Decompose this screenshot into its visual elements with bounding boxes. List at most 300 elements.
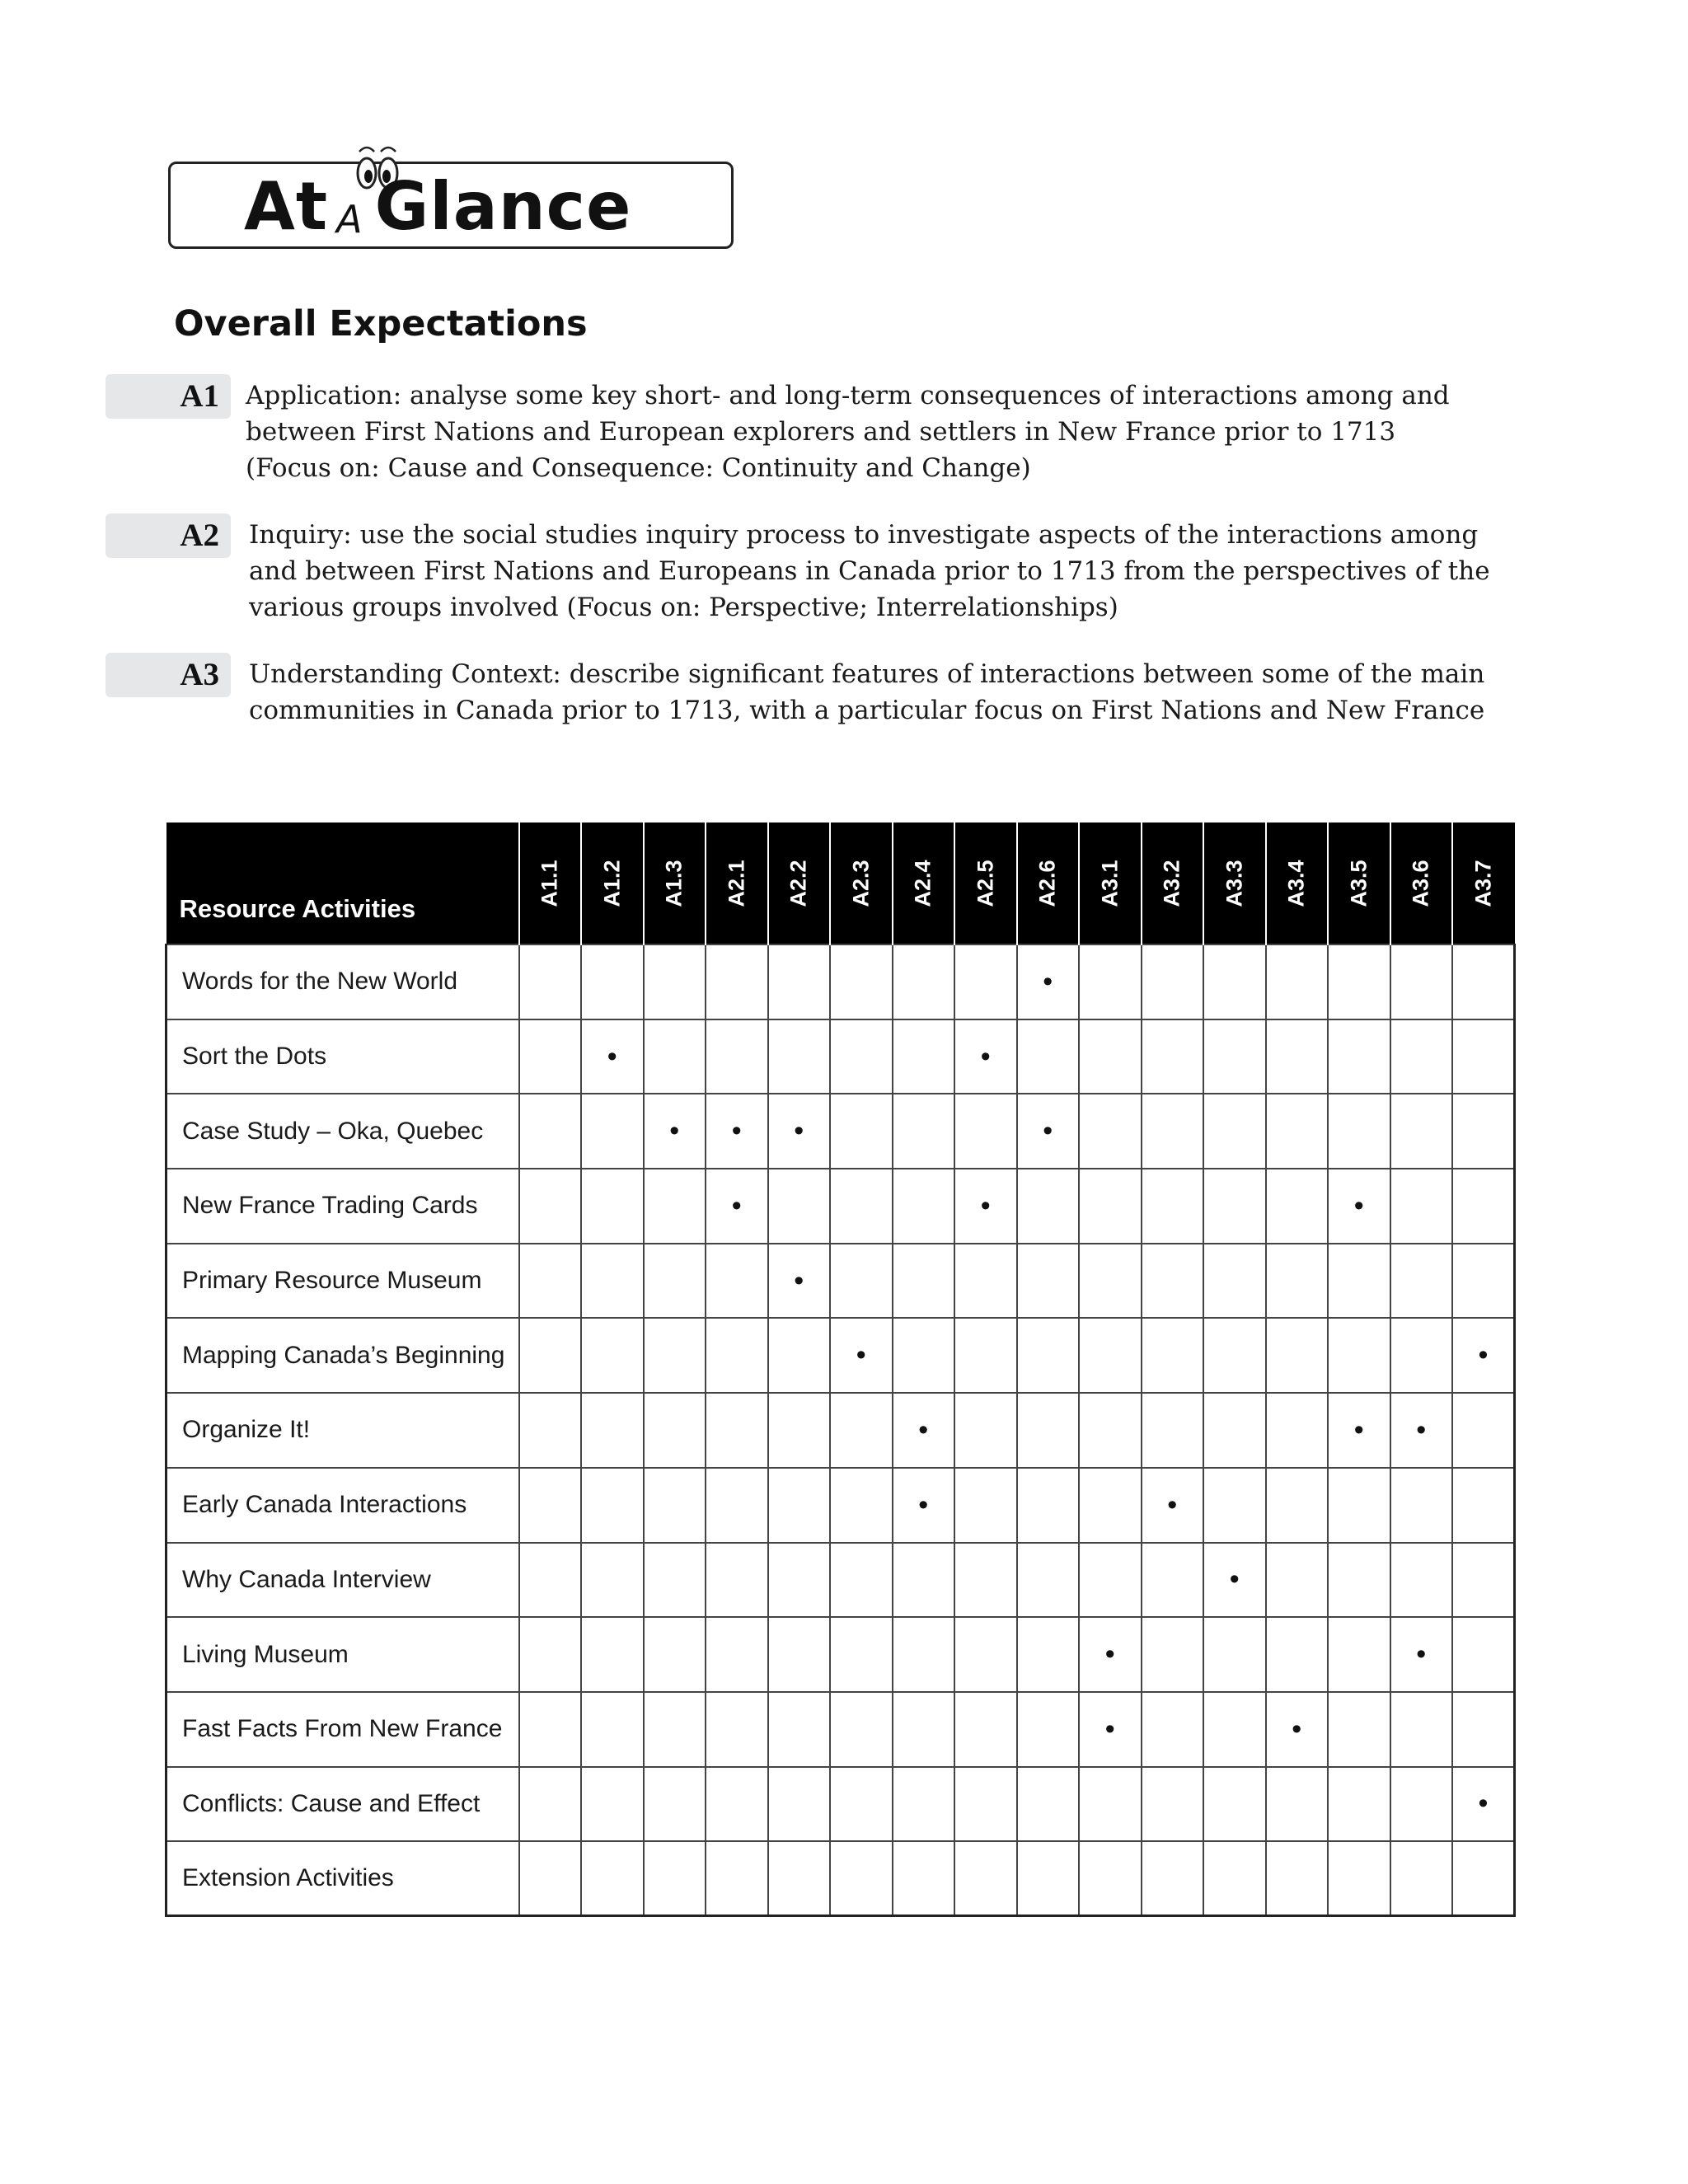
mark-cell — [954, 1393, 1017, 1468]
mark-cell — [954, 1767, 1017, 1842]
mark-cell — [1390, 944, 1453, 1019]
bullet-mark-icon: • — [918, 1413, 929, 1446]
column-header-a3-6 — [1390, 823, 1453, 944]
mark-cell — [1142, 1244, 1204, 1319]
expectation-code: A1 — [180, 378, 219, 414]
mark-cell — [1079, 1393, 1142, 1468]
mark-cell — [1079, 1244, 1142, 1319]
mark-cell — [581, 1692, 644, 1767]
bullet-mark-icon: • — [669, 1115, 680, 1147]
mark-cell — [1017, 1019, 1080, 1094]
mark-cell — [1390, 1019, 1453, 1094]
mark-cell — [1452, 1094, 1515, 1169]
mark-cell — [644, 1543, 706, 1618]
column-header-a1-3 — [644, 823, 706, 944]
mark-cell — [1142, 1543, 1204, 1618]
mark-cell — [768, 1318, 831, 1393]
column-header-a2-5 — [954, 823, 1017, 944]
mark-cell — [1452, 1169, 1515, 1244]
title-glance: Glance — [374, 168, 632, 245]
mark-cell — [519, 1169, 582, 1244]
mark-cell — [830, 1841, 893, 1916]
expectation-line: between First Nations and European explorers and settlers in New France prior to 1713 — [246, 417, 1396, 447]
mark-cell — [1017, 1244, 1080, 1319]
mark-cell — [893, 1169, 955, 1244]
bullet-mark-icon: • — [1416, 1638, 1427, 1671]
column-header-a3-3 — [1203, 823, 1266, 944]
bullet-mark-icon: • — [980, 1040, 991, 1072]
column-header-a3-2 — [1142, 823, 1204, 944]
column-header-a3-5 — [1328, 823, 1390, 944]
column-header-label: A3.1 — [1097, 859, 1123, 907]
mark-cell — [1328, 944, 1390, 1019]
mark-cell — [1017, 1767, 1080, 1842]
mark-cell — [519, 1318, 582, 1393]
mark-cell — [1452, 944, 1515, 1019]
table-row — [166, 1244, 1515, 1319]
mark-cell — [1203, 1244, 1266, 1319]
bullet-mark-icon: • — [1353, 1189, 1364, 1221]
title-at: At — [244, 168, 329, 245]
mark-cell — [644, 1617, 706, 1692]
mark-cell — [519, 1767, 582, 1842]
mark-cell — [581, 1318, 644, 1393]
mark-cell — [581, 1617, 644, 1692]
mark-cell — [768, 1692, 831, 1767]
expectation-code: A2 — [180, 518, 219, 553]
column-header-label: A2.2 — [785, 859, 811, 907]
mark-cell — [1266, 1393, 1329, 1468]
mark-cell — [581, 1468, 644, 1543]
table-row — [166, 1393, 1515, 1468]
mark-cell — [644, 1841, 706, 1916]
mark-cell — [1266, 1468, 1329, 1543]
activity-name: Primary Resource Museum — [166, 1244, 519, 1319]
column-header-label: A2.6 — [1034, 859, 1060, 907]
mark-cell — [1203, 1393, 1266, 1468]
mark-cell — [768, 1617, 831, 1692]
mark-cell — [1328, 1468, 1390, 1543]
bullet-mark-icon: • — [856, 1339, 866, 1371]
mark-cell — [1203, 944, 1266, 1019]
mark-cell — [830, 1767, 893, 1842]
bullet-mark-icon: • — [1353, 1413, 1364, 1446]
mark-cell — [1079, 1841, 1142, 1916]
mark-cell — [644, 1767, 706, 1842]
column-header-label: A1.2 — [599, 859, 625, 907]
mark-cell — [644, 1692, 706, 1767]
mark-cell — [1390, 1169, 1453, 1244]
mark-cell — [1142, 944, 1204, 1019]
mark-cell — [706, 1543, 768, 1618]
resource-activities-header: Resource Activities — [166, 823, 519, 944]
activity-name: New France Trading Cards — [166, 1169, 519, 1244]
bullet-mark-icon: • — [607, 1040, 617, 1072]
expectation-text — [249, 656, 1584, 729]
mark-cell — [1390, 1244, 1453, 1319]
mark-cell — [706, 1767, 768, 1842]
column-header-a3-4 — [1266, 823, 1329, 944]
mark-cell — [830, 1244, 893, 1319]
mark-cell — [519, 1244, 582, 1319]
mark-cell — [768, 1169, 831, 1244]
mark-cell — [644, 944, 706, 1019]
activity-name: Early Canada Interactions — [166, 1468, 519, 1543]
expectation-text — [246, 377, 1581, 486]
mark-cell-checked — [581, 1019, 644, 1094]
mark-cell — [830, 1169, 893, 1244]
column-header-a2-3 — [830, 823, 893, 944]
mark-cell — [830, 1393, 893, 1468]
mark-cell — [1203, 1692, 1266, 1767]
mark-cell — [1017, 1543, 1080, 1618]
mark-cell — [644, 1169, 706, 1244]
column-header-label: A3.3 — [1221, 859, 1247, 907]
mark-cell — [954, 1468, 1017, 1543]
column-header-a2-1 — [706, 823, 768, 944]
table-row — [166, 1841, 1515, 1916]
column-header-label: A1.1 — [537, 859, 562, 907]
column-header-label: A3.5 — [1346, 859, 1372, 907]
mark-cell — [706, 1244, 768, 1319]
mark-cell-checked — [1142, 1468, 1204, 1543]
mark-cell — [706, 1393, 768, 1468]
mark-cell — [830, 944, 893, 1019]
mark-cell — [519, 1543, 582, 1618]
bullet-mark-icon: • — [1043, 1115, 1053, 1147]
mark-cell — [1017, 1617, 1080, 1692]
mark-cell — [1142, 1318, 1204, 1393]
mark-cell — [1452, 1617, 1515, 1692]
column-header-a3-1 — [1079, 823, 1142, 944]
mark-cell — [1328, 1692, 1390, 1767]
mark-cell-checked — [1328, 1393, 1390, 1468]
bullet-mark-icon: • — [1229, 1563, 1240, 1596]
mark-cell — [1266, 1094, 1329, 1169]
activity-name: Extension Activities — [166, 1841, 519, 1916]
mark-cell — [954, 1543, 1017, 1618]
mark-cell — [1079, 1318, 1142, 1393]
mark-cell — [830, 1094, 893, 1169]
mark-cell — [1390, 1468, 1453, 1543]
mark-cell — [1203, 1169, 1266, 1244]
mark-cell — [1390, 1318, 1453, 1393]
mark-cell — [893, 1767, 955, 1842]
mark-cell-checked — [1017, 1094, 1080, 1169]
mark-cell-checked — [1203, 1543, 1266, 1618]
mark-cell — [1452, 1244, 1515, 1319]
mark-cell-checked — [644, 1094, 706, 1169]
mark-cell — [1142, 1393, 1204, 1468]
mark-cell — [644, 1393, 706, 1468]
mark-cell — [1142, 1841, 1204, 1916]
mark-cell — [1203, 1841, 1266, 1916]
mark-cell — [830, 1692, 893, 1767]
column-header-a2-6 — [1017, 823, 1080, 944]
bullet-mark-icon: • — [1292, 1713, 1302, 1745]
resource-activities-table — [165, 823, 1516, 1917]
mark-cell — [1017, 1468, 1080, 1543]
column-header-a1-1 — [519, 823, 582, 944]
bullet-mark-icon: • — [1104, 1638, 1115, 1671]
mark-cell — [893, 1841, 955, 1916]
mark-cell — [519, 1094, 582, 1169]
bullet-mark-icon: • — [794, 1264, 804, 1296]
mark-cell — [581, 1393, 644, 1468]
mark-cell — [706, 1692, 768, 1767]
mark-cell — [1266, 1019, 1329, 1094]
mark-cell — [1079, 1169, 1142, 1244]
mark-cell — [1266, 1767, 1329, 1842]
mark-cell — [644, 1468, 706, 1543]
mark-cell-checked — [768, 1094, 831, 1169]
table-row — [166, 1617, 1515, 1692]
mark-cell — [1266, 1841, 1329, 1916]
mark-cell — [1142, 1617, 1204, 1692]
bullet-mark-icon: • — [1043, 965, 1053, 997]
mark-cell — [1079, 1767, 1142, 1842]
mark-cell — [519, 1841, 582, 1916]
activity-name: Fast Facts From New France — [166, 1692, 519, 1767]
column-header-label: A1.3 — [661, 859, 687, 907]
mark-cell — [768, 1468, 831, 1543]
expectation-line: and between First Nations and Europeans in Canada prior to 1713 from the perspectives of the — [249, 556, 1490, 586]
section-heading: Overall Expectations — [174, 303, 588, 344]
bullet-mark-icon: • — [731, 1115, 742, 1147]
mark-cell — [581, 1169, 644, 1244]
expectation-line: Inquiry: use the social studies inquiry process to investigate aspects of the interactions among — [249, 520, 1479, 550]
bullet-mark-icon: • — [1478, 1788, 1489, 1820]
mark-cell — [893, 944, 955, 1019]
mark-cell — [1328, 1841, 1390, 1916]
mark-cell-checked — [1452, 1767, 1515, 1842]
page-title — [244, 162, 631, 249]
column-header-label: A2.5 — [973, 859, 998, 907]
mark-cell — [893, 1543, 955, 1618]
mark-cell — [706, 1841, 768, 1916]
expectation-text — [249, 517, 1584, 626]
mark-cell — [1142, 1094, 1204, 1169]
activity-name: Case Study – Oka, Quebec — [166, 1094, 519, 1169]
mark-cell-checked — [830, 1318, 893, 1393]
mark-cell — [519, 1617, 582, 1692]
mark-cell — [1328, 1318, 1390, 1393]
mark-cell — [1079, 1019, 1142, 1094]
mark-cell — [768, 1543, 831, 1618]
activity-name: Living Museum — [166, 1617, 519, 1692]
mark-cell — [519, 944, 582, 1019]
mark-cell — [581, 1244, 644, 1319]
expectation-line: various groups involved (Focus on: Perspective; Interrelationships) — [249, 593, 1118, 622]
mark-cell — [1328, 1244, 1390, 1319]
mark-cell — [893, 1244, 955, 1319]
activity-name: Organize It! — [166, 1393, 519, 1468]
column-header-label: A2.4 — [910, 859, 935, 907]
mark-cell — [830, 1468, 893, 1543]
mark-cell — [1203, 1094, 1266, 1169]
mark-cell — [1203, 1019, 1266, 1094]
mark-cell-checked — [706, 1169, 768, 1244]
mark-cell — [1079, 1094, 1142, 1169]
mark-cell — [768, 1019, 831, 1094]
column-header-a1-2 — [581, 823, 644, 944]
mark-cell — [768, 944, 831, 1019]
table-row — [166, 1169, 1515, 1244]
bullet-mark-icon: • — [918, 1488, 929, 1521]
mark-cell — [1017, 1318, 1080, 1393]
mark-cell — [1390, 1094, 1453, 1169]
mark-cell-checked — [1452, 1318, 1515, 1393]
mark-cell-checked — [954, 1019, 1017, 1094]
table-row — [166, 1468, 1515, 1543]
table-row — [166, 1094, 1515, 1169]
mark-cell — [954, 1841, 1017, 1916]
mark-cell — [706, 1019, 768, 1094]
mark-cell-checked — [1328, 1169, 1390, 1244]
table-row — [166, 944, 1515, 1019]
mark-cell — [1266, 1169, 1329, 1244]
bullet-mark-icon: • — [1416, 1413, 1427, 1446]
mark-cell — [768, 1393, 831, 1468]
mark-cell — [1079, 1468, 1142, 1543]
mark-cell — [1328, 1617, 1390, 1692]
mark-cell — [1266, 1543, 1329, 1618]
mark-cell — [1142, 1767, 1204, 1842]
title-a: A — [336, 197, 363, 241]
mark-cell — [644, 1244, 706, 1319]
mark-cell — [1390, 1841, 1453, 1916]
column-header-label: A2.1 — [724, 859, 749, 907]
mark-cell — [1452, 1841, 1515, 1916]
mark-cell — [581, 1767, 644, 1842]
mark-cell — [1452, 1468, 1515, 1543]
mark-cell — [581, 1094, 644, 1169]
bullet-mark-icon: • — [1167, 1488, 1178, 1521]
column-header-a2-4 — [893, 823, 955, 944]
mark-cell — [1328, 1543, 1390, 1618]
column-header-label: A3.6 — [1408, 859, 1433, 907]
mark-cell — [954, 944, 1017, 1019]
mark-cell — [1203, 1617, 1266, 1692]
mark-cell — [1017, 1692, 1080, 1767]
mark-cell — [519, 1393, 582, 1468]
mark-cell — [1266, 1617, 1329, 1692]
mark-cell-checked — [1266, 1692, 1329, 1767]
mark-cell-checked — [1079, 1617, 1142, 1692]
mark-cell — [644, 1019, 706, 1094]
mark-cell — [519, 1692, 582, 1767]
mark-cell — [706, 1468, 768, 1543]
mark-cell — [1142, 1692, 1204, 1767]
column-header-label: A3.7 — [1470, 859, 1496, 907]
mark-cell — [1203, 1468, 1266, 1543]
mark-cell — [1452, 1543, 1515, 1618]
mark-cell — [1328, 1019, 1390, 1094]
table-row — [166, 1692, 1515, 1767]
mark-cell — [1142, 1169, 1204, 1244]
column-header-a2-2 — [768, 823, 831, 944]
mark-cell — [706, 1318, 768, 1393]
mark-cell — [1079, 944, 1142, 1019]
mark-cell — [893, 1318, 955, 1393]
mark-cell — [1390, 1692, 1453, 1767]
mark-cell — [1452, 1393, 1515, 1468]
bullet-mark-icon: • — [794, 1115, 804, 1147]
activity-name: Words for the New World — [166, 944, 519, 1019]
mark-cell — [954, 1318, 1017, 1393]
table-row — [166, 1318, 1515, 1393]
table-row — [166, 1019, 1515, 1094]
mark-cell — [581, 1841, 644, 1916]
column-header-label: A3.2 — [1159, 859, 1184, 907]
mark-cell — [893, 1019, 955, 1094]
activity-name: Sort the Dots — [166, 1019, 519, 1094]
mark-cell-checked — [1079, 1692, 1142, 1767]
bullet-mark-icon: • — [1478, 1339, 1489, 1371]
mark-cell — [954, 1617, 1017, 1692]
table-header-row — [166, 823, 1515, 944]
mark-cell — [1328, 1767, 1390, 1842]
table-body — [166, 944, 1515, 1916]
mark-cell — [893, 1617, 955, 1692]
mark-cell — [830, 1543, 893, 1618]
mark-cell — [1266, 1244, 1329, 1319]
mark-cell — [706, 944, 768, 1019]
mark-cell — [830, 1617, 893, 1692]
column-header-a3-7 — [1452, 823, 1515, 944]
mark-cell-checked — [706, 1094, 768, 1169]
mark-cell — [1390, 1767, 1453, 1842]
mark-cell — [954, 1094, 1017, 1169]
mark-cell — [1328, 1094, 1390, 1169]
expectation-line: Understanding Context: describe significant features of interactions between some of the main — [249, 659, 1485, 689]
activity-name: Why Canada Interview — [166, 1543, 519, 1618]
table-row — [166, 1543, 1515, 1618]
mark-cell-checked — [954, 1169, 1017, 1244]
bullet-mark-icon: • — [731, 1189, 742, 1221]
mark-cell — [1017, 1393, 1080, 1468]
expectation-line: Application: analyse some key short- and long-term consequences of interactions among and — [246, 381, 1450, 410]
mark-cell-checked — [768, 1244, 831, 1319]
mark-cell-checked — [1390, 1393, 1453, 1468]
mark-cell — [954, 1692, 1017, 1767]
bullet-mark-icon: • — [1104, 1713, 1115, 1745]
mark-cell-checked — [893, 1468, 955, 1543]
mark-cell — [768, 1767, 831, 1842]
mark-cell — [1452, 1692, 1515, 1767]
mark-cell-checked — [893, 1393, 955, 1468]
mark-cell — [1142, 1019, 1204, 1094]
mark-cell — [1017, 1841, 1080, 1916]
mark-cell — [1017, 1169, 1080, 1244]
mark-cell — [893, 1094, 955, 1169]
mark-cell — [1203, 1318, 1266, 1393]
mark-cell-checked — [1017, 944, 1080, 1019]
expectation-line: communities in Canada prior to 1713, with a particular focus on First Nations and New France — [249, 696, 1485, 725]
mark-cell — [519, 1468, 582, 1543]
mark-cell — [893, 1692, 955, 1767]
activity-name: Conflicts: Cause and Effect — [166, 1767, 519, 1842]
bullet-mark-icon: • — [980, 1189, 991, 1221]
activity-name: Mapping Canada’s Beginning — [166, 1318, 519, 1393]
mark-cell — [519, 1019, 582, 1094]
mark-cell — [581, 1543, 644, 1618]
mark-cell-checked — [1390, 1617, 1453, 1692]
expectation-code: A3 — [180, 657, 219, 692]
mark-cell — [768, 1841, 831, 1916]
mark-cell — [581, 944, 644, 1019]
column-header-label: A2.3 — [848, 859, 874, 907]
